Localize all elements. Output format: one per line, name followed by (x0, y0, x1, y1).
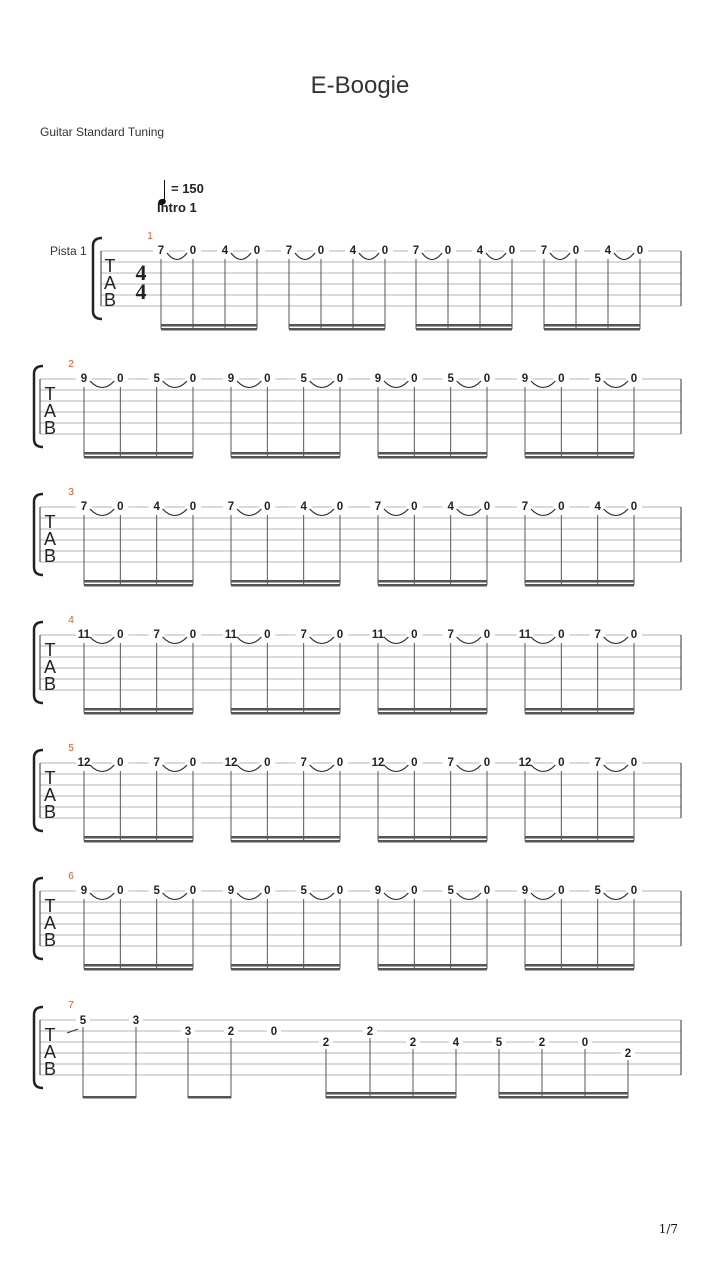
fret-number: 7 (157, 245, 165, 257)
tie-arc (604, 637, 628, 644)
fret-number: 0 (411, 501, 418, 513)
fret-number: 0 (630, 885, 638, 897)
fret-number: 4 (349, 245, 357, 257)
fret-number: 0 (581, 1037, 589, 1049)
fret-number: 0 (572, 245, 580, 257)
tie-arc (90, 637, 114, 644)
tie-arc (237, 765, 261, 772)
fret-number: 3 (184, 1026, 192, 1038)
fret-number: 9 (521, 885, 529, 897)
fret-number: 7 (285, 245, 293, 257)
tab-clef-letter: T (44, 768, 56, 788)
fret-number: 5 (153, 373, 160, 385)
tie-arc (531, 893, 555, 900)
measure-number: 4 (68, 615, 74, 626)
beam (525, 452, 634, 455)
fret-number: 0 (558, 629, 565, 641)
fret-number: 0 (630, 373, 638, 385)
fret-number: 3 (132, 1015, 140, 1027)
tie-arc (310, 637, 334, 644)
tab-clef-letter: B (43, 418, 57, 438)
fret-number: 0 (483, 757, 491, 769)
beam (525, 836, 634, 839)
beam (84, 580, 193, 583)
fret-number: 5 (447, 885, 454, 897)
tie-arc (604, 765, 628, 772)
system-bracket (34, 750, 43, 831)
measure-number: 7 (68, 1000, 74, 1011)
system-bracket (34, 366, 43, 447)
tab-clef-letter: T (44, 896, 56, 916)
tie-arc (457, 509, 481, 516)
tempo-value: = 150 (171, 181, 204, 196)
beam (544, 328, 640, 331)
tab-clef-letter: A (43, 657, 57, 677)
tie-arc (384, 765, 408, 772)
fret-number: 0 (558, 501, 565, 513)
tie-arc (90, 509, 114, 516)
fret-number: 2 (227, 1026, 235, 1038)
measure-number: 2 (68, 359, 74, 370)
fret-number: 0 (117, 757, 124, 769)
beam (378, 584, 487, 587)
beam (84, 452, 193, 455)
fret-number: 4 (447, 501, 454, 513)
beam (378, 580, 487, 583)
tab-system-6 (34, 871, 681, 971)
tie-arc (604, 893, 628, 900)
tab-clef-letter: A (43, 529, 57, 549)
fret-number: 0 (189, 885, 197, 897)
fret-number: 2 (409, 1037, 417, 1049)
fret-number: 7 (447, 757, 454, 769)
beam (378, 968, 487, 971)
tie-arc (614, 253, 634, 260)
fret-number: 5 (153, 885, 160, 897)
track-label: Pista 1 (50, 244, 87, 258)
tie-arc (310, 893, 334, 900)
tie-arc (310, 381, 334, 388)
beam (378, 456, 487, 459)
fret-number: 7 (80, 501, 88, 513)
beam (84, 968, 193, 971)
tab-clef-letter: A (103, 273, 117, 293)
fret-number: 5 (79, 1015, 87, 1027)
beam (378, 452, 487, 455)
fret-number: 0 (189, 757, 197, 769)
fret-number: 0 (253, 245, 261, 257)
fret-number: 11 (518, 629, 532, 641)
fret-number: 4 (594, 501, 601, 513)
tie-arc (604, 381, 628, 388)
fret-number: 0 (189, 373, 197, 385)
tab-clef-letter: A (43, 1042, 57, 1062)
tie-arc (163, 637, 187, 644)
fret-number: 0 (189, 629, 197, 641)
fret-number: 0 (411, 629, 418, 641)
beam (231, 708, 340, 711)
fret-number: 0 (117, 885, 124, 897)
fret-number: 5 (594, 885, 601, 897)
system-bracket (34, 622, 43, 703)
song-title: E-Boogie (310, 72, 410, 99)
fret-number: 9 (227, 885, 235, 897)
fret-number: 5 (300, 885, 307, 897)
fret-number: 9 (227, 373, 235, 385)
fret-number: 0 (411, 757, 418, 769)
fret-number: 5 (594, 373, 601, 385)
fret-number: 0 (483, 501, 491, 513)
tie-arc (457, 765, 481, 772)
beam (378, 836, 487, 839)
fret-number: 7 (594, 757, 601, 769)
beam (525, 580, 634, 583)
beam (378, 964, 487, 967)
fret-number: 4 (153, 501, 160, 513)
beam (231, 580, 340, 583)
tie-arc (163, 509, 187, 516)
fret-number: 7 (521, 501, 529, 513)
beam (231, 584, 340, 587)
tie-arc (457, 381, 481, 388)
fret-number: 0 (558, 757, 565, 769)
fret-number: 0 (381, 245, 389, 257)
tie-arc (163, 765, 187, 772)
measure-number: 6 (68, 871, 74, 882)
tab-clef-letter: T (44, 640, 56, 660)
fret-number: 9 (521, 373, 529, 385)
beam (84, 708, 193, 711)
fret-number: 5 (447, 373, 454, 385)
system-bracket (34, 1007, 43, 1088)
beam (84, 712, 193, 715)
beam (289, 328, 385, 331)
tie-arc (295, 253, 315, 260)
fret-number: 0 (630, 757, 638, 769)
fret-number: 2 (322, 1037, 330, 1049)
tie-arc (163, 381, 187, 388)
tie-arc (237, 509, 261, 516)
tab-clef-letter: A (43, 401, 57, 421)
tie-arc (384, 637, 408, 644)
fret-number: 11 (77, 629, 91, 641)
measure-number: 3 (68, 487, 74, 498)
fret-number: 0 (117, 501, 124, 513)
fret-number: 0 (336, 629, 344, 641)
time-signature-denominator: 4 (135, 279, 147, 304)
tab-clef-letter: T (44, 1025, 56, 1045)
tie-arc (90, 381, 114, 388)
fret-number: 2 (624, 1048, 632, 1060)
time-signature-numerator: 4 (135, 260, 147, 285)
fret-number: 0 (336, 501, 344, 513)
fret-number: 0 (630, 501, 638, 513)
system-bracket (34, 878, 43, 959)
fret-number: 0 (483, 373, 491, 385)
tab-clef-letter: T (44, 384, 56, 404)
fret-number: 4 (300, 501, 307, 513)
fret-number: 7 (153, 629, 160, 641)
tab-clef-letter: B (43, 930, 57, 950)
tie-arc (231, 253, 251, 260)
fret-number: 2 (366, 1026, 374, 1038)
tie-arc (90, 765, 114, 772)
fret-number: 0 (508, 245, 516, 257)
fret-number: 0 (336, 885, 344, 897)
fret-number: 9 (374, 885, 382, 897)
beam (231, 836, 340, 839)
fret-number: 0 (270, 1026, 278, 1038)
tie-arc (237, 893, 261, 900)
beam (231, 840, 340, 843)
beam (326, 1096, 456, 1099)
fret-number: 11 (224, 629, 238, 641)
tab-clef-letter: A (43, 785, 57, 805)
beam (84, 584, 193, 587)
beam (188, 1096, 231, 1099)
fret-number: 7 (227, 501, 235, 513)
beam (378, 708, 487, 711)
fret-number: 12 (371, 757, 385, 769)
fret-number: 0 (117, 373, 124, 385)
fret-number: 0 (558, 885, 565, 897)
fret-number: 11 (371, 629, 385, 641)
beam (544, 324, 640, 327)
beam (416, 328, 512, 331)
fret-number: 0 (411, 885, 418, 897)
tie-arc (550, 253, 570, 260)
fret-number: 0 (483, 629, 491, 641)
beam (289, 324, 385, 327)
tie-arc (531, 509, 555, 516)
tab-clef-letter: A (43, 913, 57, 933)
system-bracket (34, 494, 43, 575)
tab-clef-letter: B (43, 546, 57, 566)
beam (499, 1096, 628, 1099)
tie-arc (167, 253, 187, 260)
tie-arc (422, 253, 442, 260)
beam (231, 712, 340, 715)
beam (231, 968, 340, 971)
fret-number: 9 (80, 885, 88, 897)
tie-arc (457, 893, 481, 900)
fret-number: 7 (153, 757, 160, 769)
tie-arc (457, 637, 481, 644)
tie-arc (310, 765, 334, 772)
fret-number: 0 (411, 373, 418, 385)
beam (525, 456, 634, 459)
fret-number: 0 (636, 245, 644, 257)
beam (84, 840, 193, 843)
tab-system-7 (34, 1000, 681, 1099)
tie-arc (531, 765, 555, 772)
fret-number: 12 (518, 757, 532, 769)
beam (499, 1092, 628, 1095)
fret-number: 4 (476, 245, 484, 257)
fret-number: 0 (264, 501, 271, 513)
beam (378, 840, 487, 843)
tie-arc (90, 893, 114, 900)
fret-number: 12 (224, 757, 238, 769)
section-label: Intro 1 (157, 200, 197, 215)
beam (525, 968, 634, 971)
beam (84, 456, 193, 459)
fret-number: 0 (264, 629, 271, 641)
fret-number: 7 (300, 629, 307, 641)
fret-number: 7 (540, 245, 548, 257)
measure-number: 5 (68, 743, 74, 754)
beam (326, 1092, 456, 1095)
tie-arc (531, 637, 555, 644)
fret-number: 0 (630, 629, 638, 641)
page-number: 1/7 (658, 1222, 678, 1236)
beam (84, 964, 193, 967)
fret-number: 7 (412, 245, 420, 257)
beam (525, 840, 634, 843)
tie-arc (359, 253, 379, 260)
beam (161, 328, 257, 331)
fret-number: 9 (80, 373, 88, 385)
beam (525, 964, 634, 967)
tab-clef-letter: T (104, 256, 116, 276)
fret-number: 0 (117, 629, 124, 641)
beam (161, 324, 257, 327)
fret-number: 7 (447, 629, 454, 641)
fret-number: 9 (374, 373, 382, 385)
tab-clef-letter: T (44, 512, 56, 532)
beam (231, 456, 340, 459)
fret-number: 5 (495, 1037, 503, 1049)
beam (525, 712, 634, 715)
fret-number: 4 (221, 245, 229, 257)
fret-number: 12 (77, 757, 91, 769)
beam (83, 1096, 136, 1099)
fret-number: 7 (594, 629, 601, 641)
fret-number: 0 (264, 885, 271, 897)
fret-number: 2 (538, 1037, 546, 1049)
beam (231, 452, 340, 455)
tab-clef-letter: B (103, 290, 117, 310)
fret-number: 5 (300, 373, 307, 385)
tab-clef-letter: B (43, 674, 57, 694)
tie-arc (604, 509, 628, 516)
tab-system-5 (34, 743, 681, 843)
tie-arc (384, 893, 408, 900)
fret-number: 0 (317, 245, 325, 257)
beam (378, 712, 487, 715)
fret-number: 0 (483, 885, 491, 897)
fret-number: 0 (264, 757, 271, 769)
fret-number: 7 (374, 501, 382, 513)
tab-clef-letter: B (43, 1059, 57, 1079)
tab-system-2 (34, 359, 681, 459)
tab-clef-letter: B (43, 802, 57, 822)
fret-number: 4 (452, 1037, 460, 1049)
tab-system-1 (93, 231, 681, 331)
beam (84, 836, 193, 839)
tie-arc (237, 637, 261, 644)
fret-number: 0 (189, 245, 197, 257)
measure-number: 1 (147, 231, 153, 242)
fret-number: 7 (300, 757, 307, 769)
fret-number: 0 (444, 245, 452, 257)
tie-arc (384, 509, 408, 516)
fret-number: 0 (189, 501, 197, 513)
tab-system-3 (34, 487, 681, 587)
tie-arc (163, 893, 187, 900)
beam (525, 584, 634, 587)
fret-number: 4 (604, 245, 612, 257)
tie-arc (486, 253, 506, 260)
tab-system-4 (34, 615, 681, 715)
tie-arc (237, 381, 261, 388)
tie-arc (384, 381, 408, 388)
beam (416, 324, 512, 327)
tuning-label: Guitar Standard Tuning (40, 125, 165, 139)
fret-number: 0 (558, 373, 565, 385)
fret-number: 0 (264, 373, 271, 385)
tie-arc (531, 381, 555, 388)
beam (525, 708, 634, 711)
tie-arc (310, 509, 334, 516)
fret-number: 0 (336, 757, 344, 769)
fret-number: 0 (336, 373, 344, 385)
beam (231, 964, 340, 967)
